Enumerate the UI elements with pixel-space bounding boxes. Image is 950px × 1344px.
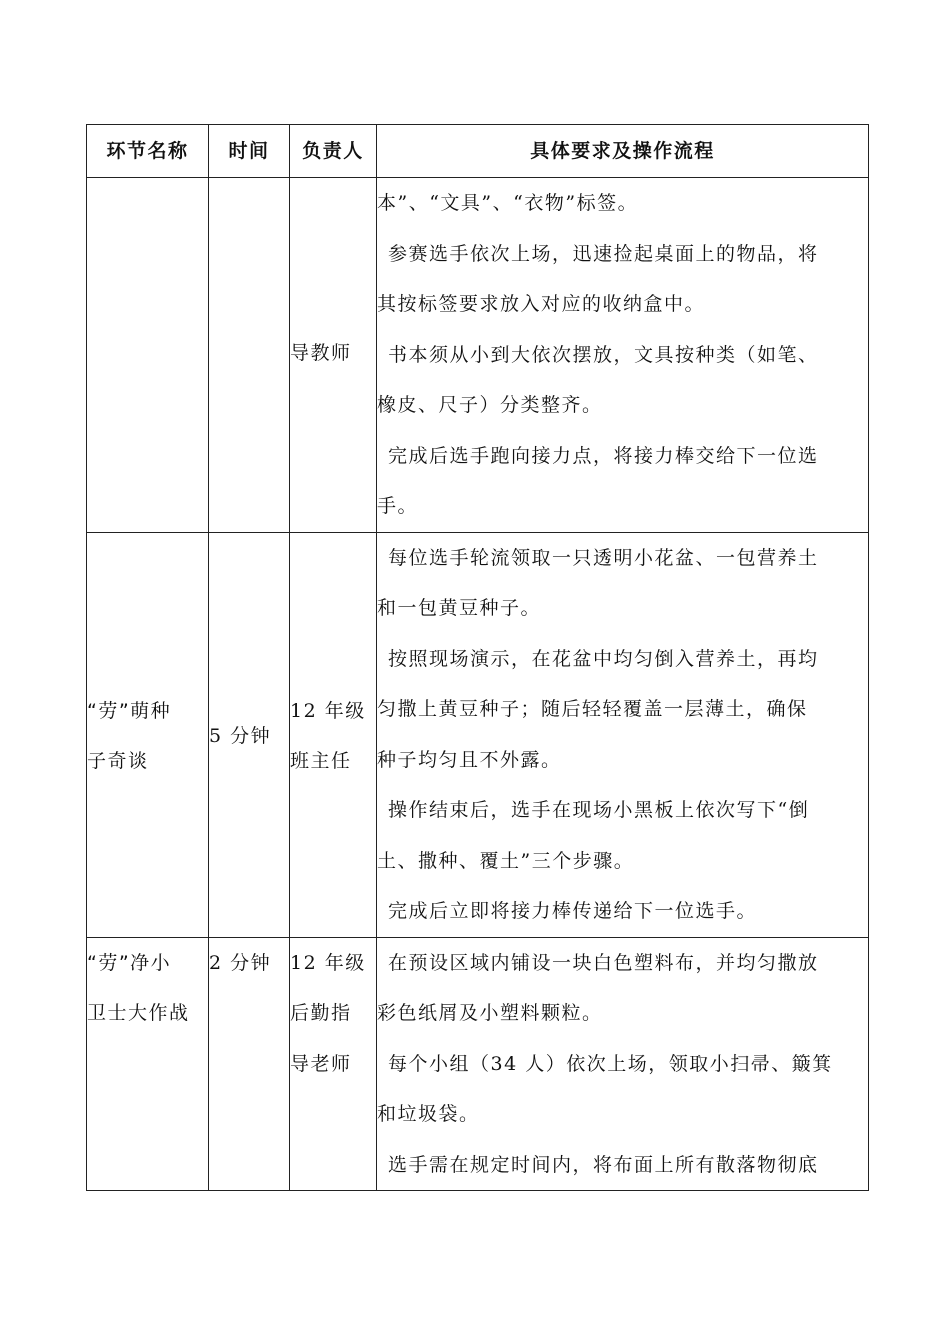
detail-line: 种子均匀且不外露。 — [377, 748, 562, 771]
detail-line: 完成后选手跑向接力点，将接力棒交给下一位选 — [388, 444, 819, 467]
stage-name-cell — [87, 532, 209, 937]
stage-name-line: “劳”萌种 — [87, 699, 172, 722]
detail-line: 其按标签要求放入对应的收纳盒中。 — [377, 293, 706, 315]
detail-line: 参赛选手依次上场，迅速捡起桌面上的物品，将 — [388, 242, 819, 265]
owner-line: 12 年级 — [290, 951, 366, 974]
header-time: 时间 — [209, 125, 290, 178]
stage-name-cell — [87, 178, 209, 533]
header-owner: 负责人 — [290, 125, 377, 178]
detail-line: 手。 — [377, 495, 419, 517]
detail-line: 在预设区域内铺设一块白色塑料布，并均匀撒放 — [388, 951, 819, 974]
table-row — [87, 178, 869, 533]
detail-line: 操作结束后，选手在现场小黑板上依次写下“倒 — [388, 799, 810, 821]
detail-line: 每个小组（34 人）依次上场，领取小扫帚、簸箕 — [388, 1052, 833, 1075]
detail-line: 和垃圾袋。 — [377, 1103, 480, 1125]
owner-line: 导教师 — [290, 342, 352, 364]
owner-line: 后勤指 — [290, 1002, 352, 1024]
header-name: 环节名称 — [87, 125, 209, 178]
owner-cell — [290, 178, 377, 533]
time-cell — [209, 532, 290, 937]
detail-line: 完成后立即将接力棒传递给下一位选手。 — [388, 900, 758, 922]
detail-line: 本”、“文具”、“衣物”标签。 — [377, 192, 639, 214]
stage-name-line: “劳”净小 — [87, 951, 172, 974]
detail-line: 和一包黄豆种子。 — [377, 597, 542, 619]
time-value: 5 分钟 — [209, 724, 272, 747]
owner-line: 导老师 — [290, 1052, 352, 1075]
detail-cell — [377, 937, 869, 1191]
detail-line: 橡皮、尺子）分类整齐。 — [377, 394, 603, 416]
stage-name-line: 子奇谈 — [87, 750, 149, 772]
detail-line: 每位选手轮流领取一只透明小花盆、一包营养土 — [388, 546, 819, 569]
detail-cell — [377, 532, 869, 937]
time-cell — [209, 937, 290, 1191]
table-row — [87, 532, 869, 937]
owner-line: 班主任 — [290, 750, 352, 772]
header-detail: 具体要求及操作流程 — [377, 125, 869, 178]
owner-line: 12 年级 — [290, 699, 366, 722]
detail-line: 选手需在规定时间内，将布面上所有散落物彻底 — [388, 1153, 819, 1176]
detail-cell — [377, 178, 869, 533]
detail-line: 彩色纸屑及小塑料颗粒。 — [377, 1002, 603, 1024]
activity-table — [86, 124, 869, 1191]
detail-line: 按照现场演示，在花盆中均匀倒入营养土，再均 — [388, 647, 819, 670]
owner-cell — [290, 532, 377, 937]
table-row — [87, 937, 869, 1191]
stage-name-cell — [87, 937, 209, 1191]
table-header-row — [87, 125, 869, 178]
stage-name-line: 卫士大作战 — [87, 1002, 190, 1024]
detail-line: 书本须从小到大依次摆放，文具按种类（如笔、 — [388, 343, 819, 366]
owner-cell — [290, 937, 377, 1191]
detail-line: 匀撒上黄豆种子；随后轻轻覆盖一层薄土，确保 — [377, 698, 808, 720]
detail-line: 土、撒种、覆土”三个步骤。 — [377, 849, 635, 872]
time-value: 2 分钟 — [209, 951, 272, 974]
time-cell — [209, 178, 290, 533]
